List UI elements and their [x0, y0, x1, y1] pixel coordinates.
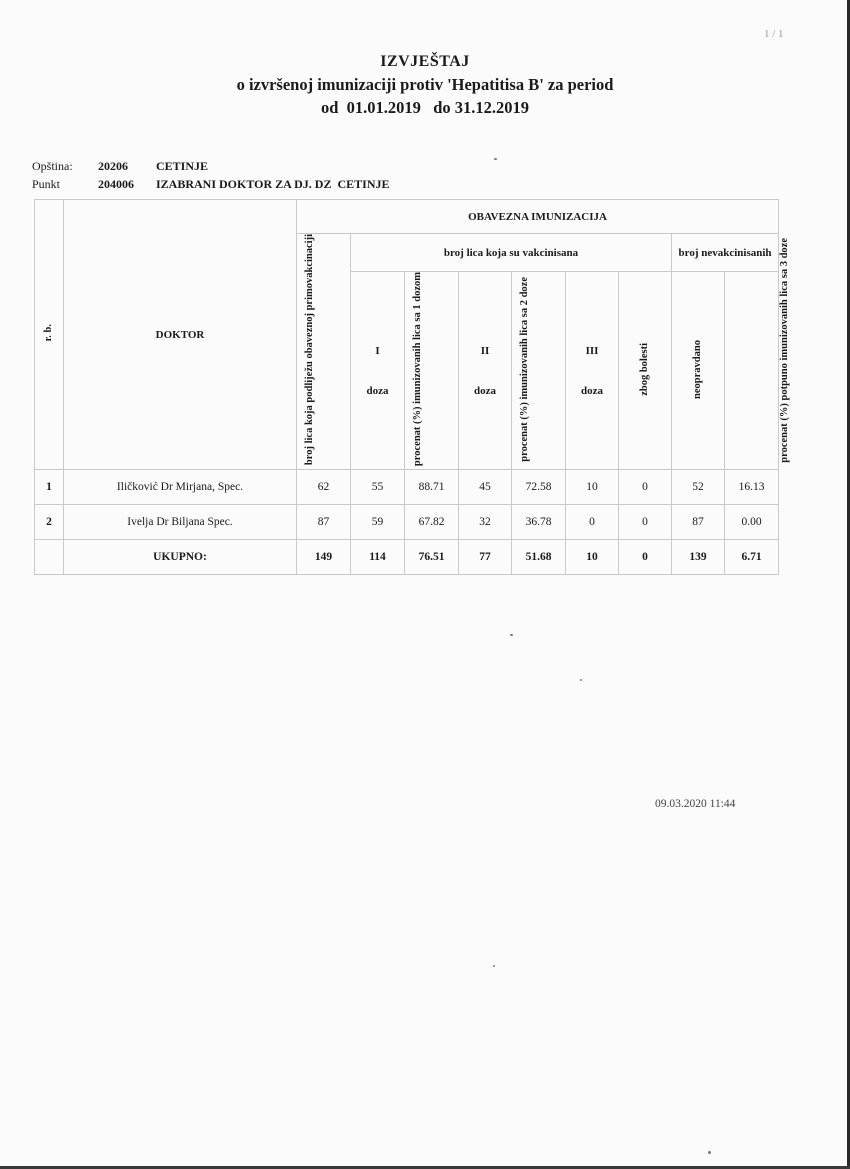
table-row: 2 Ivelja Dr Biljana Spec. 87 59 67.82 32 36.78 0 0 87 0.00 — [35, 505, 779, 540]
meta-opstina — [32, 157, 390, 175]
header-obavezna: OBAVEZNA IMUNIZACIJA — [297, 200, 779, 234]
immunization-table: r. b. DOKTOR OBAVEZNA IMUNIZACIJA broj lica koja podliježu obaveznoj primovakcinaciji broj lica koja su vakcinisana broj nevakcinisanih procenat (%) potpuno imunizovanih lica sa 3 doze I doza procenat (%) imunizovanih lica sa 1 dozom II doza procenat (%) imunizovanih lica sa 2 doze III doza zbog bolesti neopravdano 1 Iličković Dr Mirjana, Spec. 62 55 88.71 45 72.58 10 0 52 16.13 2 Ivelja Dr Biljana Spec. 87 59 67.82 32 36.78 0 0 87 0.00 UKUPNO: 149 114 76.51 77 51.68 10 0 139 6.71 — [34, 199, 779, 575]
header-dose1: I doza — [351, 272, 405, 470]
scan-speck — [493, 965, 495, 967]
report-meta — [32, 157, 390, 193]
header-broj-podlijezu: broj lica koja podliježu obaveznoj primovakcinaciji — [297, 234, 351, 470]
punkt-name: IZABRANI DOKTOR ZA DJ. DZ CETINJE — [156, 177, 390, 191]
punkt-code: 204006 — [98, 177, 134, 191]
table-total-row: UKUPNO: 149 114 76.51 77 51.68 10 0 139 6.71 — [35, 540, 779, 575]
header-zbog-bolesti: zbog bolesti — [619, 272, 672, 470]
header-doktor: DOKTOR — [64, 200, 297, 470]
scan-speck — [510, 634, 513, 636]
header-broj-nevakcinisanih: broj nevakcinisanih — [672, 234, 779, 272]
header-dose2: II doza — [459, 272, 512, 470]
print-timestamp: 09.03.2020 11:44 — [655, 798, 736, 810]
title-line-1: IZVJEŠTAJ — [380, 53, 470, 70]
header-pct1: procenat (%) imunizovanih lica sa 1 dozom — [405, 272, 459, 470]
page-number: 1 / 1 — [764, 28, 784, 40]
header-broj-vakcinisana: broj lica koja su vakcinisana — [351, 234, 672, 272]
scan-speck — [580, 679, 582, 681]
scan-speck — [494, 158, 497, 160]
opstina-code: 20206 — [98, 159, 128, 173]
punkt-label: Punkt — [32, 177, 61, 191]
title-line-2: o izvršenoj imunizaciji protiv 'Hepatitisa B' za period — [236, 75, 614, 94]
report-title — [0, 50, 850, 119]
opstina-name: CETINJE — [156, 159, 209, 173]
opstina-label: Opština: — [32, 159, 73, 173]
header-pct2: procenat (%) imunizovanih lica sa 2 doze — [512, 272, 566, 470]
meta-punkt — [32, 175, 390, 193]
header-rb: r. b. — [35, 200, 64, 470]
table-row: 1 Iličković Dr Mirjana, Spec. 62 55 88.71 45 72.58 10 0 52 16.13 — [35, 470, 779, 505]
header-dose3: III doza — [566, 272, 619, 470]
title-line-3: od 01.01.2019 do 31.12.2019 — [320, 98, 530, 117]
header-neopravdano: neopravdano — [672, 272, 725, 470]
scan-speck — [708, 1151, 711, 1154]
